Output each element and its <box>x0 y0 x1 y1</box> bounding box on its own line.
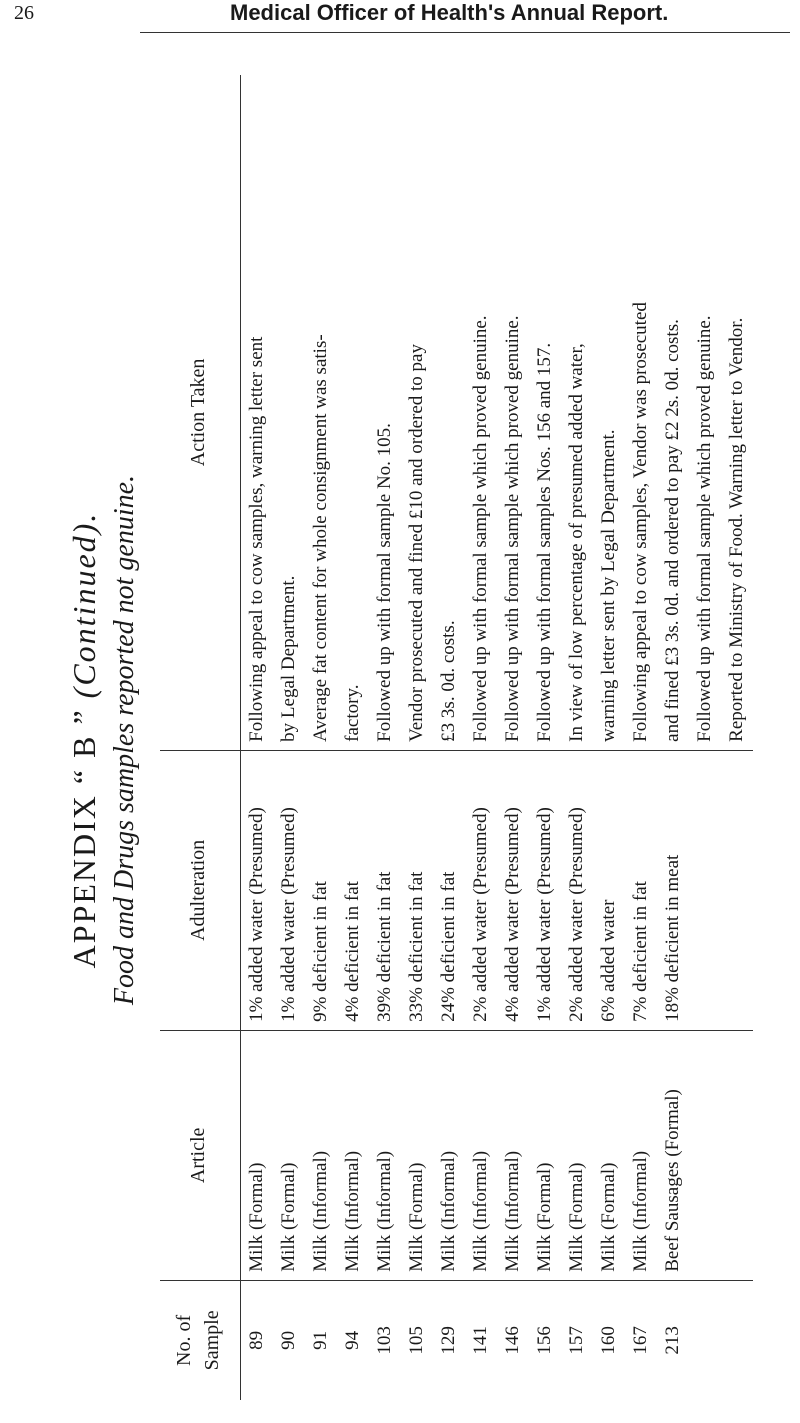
action-line: Following appeal to cow samples, Vendor was prosecuted <box>630 302 651 742</box>
action-line: Followed up with formal samples Nos. 156 and 157. <box>534 342 555 742</box>
header-action: Action Taken <box>160 75 241 750</box>
action-line: Vendor prosecuted and fined £10 and ordered to pay <box>406 344 427 742</box>
table-row <box>689 75 721 1400</box>
appendix-continued: (Continued). <box>66 511 102 699</box>
table-row <box>593 75 625 1400</box>
table-row <box>625 75 657 1400</box>
sample-number: 156 <box>529 1280 561 1400</box>
sample-article: Milk (Formal) <box>241 1030 274 1280</box>
action-line: £3 3s. 0d. costs. <box>438 620 459 742</box>
sample-number <box>689 1280 721 1400</box>
action-line: factory. <box>342 684 363 742</box>
header-article: Article <box>160 1030 241 1280</box>
sample-adulteration: 1% added water (Presumed) <box>273 750 305 1030</box>
sample-adulteration: 33% deficient in fat <box>401 750 433 1030</box>
sample-article: Milk (Informal) <box>337 1030 369 1280</box>
header-adulteration: Adulteration <box>160 750 241 1030</box>
sample-article: Milk (Formal) <box>561 1030 593 1280</box>
title-block <box>60 70 155 1410</box>
action-line: Followed up with formal sample which proved genuine. <box>470 315 491 742</box>
header-sample-no: No. of Sample <box>160 1280 241 1400</box>
table-row <box>241 75 274 1400</box>
samples-table <box>160 75 753 1400</box>
table-row <box>273 75 305 1400</box>
table-row <box>369 75 401 1400</box>
appendix-subtitle: Food and Drugs samples reported not genuine. <box>109 474 140 1006</box>
sample-article: Milk (Informal) <box>465 1030 497 1280</box>
sample-article: Milk (Informal) <box>369 1030 401 1280</box>
running-head: Medical Officer of Health's Annual Report. <box>230 0 669 25</box>
appendix-title <box>66 70 103 1410</box>
action-line: by Legal Department. <box>278 575 299 742</box>
sample-article <box>721 1030 753 1280</box>
action-line: Reported to Ministry of Food. Warning letter to Vendor. <box>726 317 747 742</box>
sample-number: 213 <box>657 1280 689 1400</box>
sample-number: 160 <box>593 1280 625 1400</box>
sample-number: 167 <box>625 1280 657 1400</box>
sample-adulteration: 4% deficient in fat <box>337 750 369 1030</box>
table-row <box>401 75 433 1400</box>
table-row <box>465 75 497 1400</box>
sample-article: Milk (Formal) <box>529 1030 561 1280</box>
sample-adulteration: 18% deficient in meat <box>657 750 689 1030</box>
table-row <box>657 75 689 1400</box>
table-row <box>337 75 369 1400</box>
sample-adulteration: 1% added water (Presumed) <box>529 750 561 1030</box>
sample-article <box>689 1030 721 1280</box>
table-row <box>529 75 561 1400</box>
page-number: 26 <box>14 2 34 24</box>
sample-number <box>721 1280 753 1400</box>
table-row <box>721 75 753 1400</box>
sample-article: Milk (Informal) <box>497 1030 529 1280</box>
table-row <box>305 75 337 1400</box>
table-body <box>241 75 754 1400</box>
sample-number: 91 <box>305 1280 337 1400</box>
action-line: Following appeal to cow samples, warning letter sent <box>246 336 267 742</box>
sample-adulteration: 6% added water <box>593 750 625 1030</box>
sample-adulteration <box>721 750 753 1030</box>
header-rule <box>140 32 790 33</box>
sample-article: Milk (Formal) <box>401 1030 433 1280</box>
sample-number: 94 <box>337 1280 369 1400</box>
action-line: Followed up with formal sample which proved genuine. <box>694 315 715 742</box>
sample-number: 89 <box>241 1280 274 1400</box>
sample-number: 90 <box>273 1280 305 1400</box>
sample-adulteration: 2% added water (Presumed) <box>465 750 497 1030</box>
action-line: Average fat content for whole consignment was satis- <box>310 334 331 742</box>
sample-number: 105 <box>401 1280 433 1400</box>
action-line: warning letter sent by Legal Department. <box>598 429 619 742</box>
sample-number: 103 <box>369 1280 401 1400</box>
sample-adulteration: 39% deficient in fat <box>369 750 401 1030</box>
action-line: and fined £3 3s. 0d. and ordered to pay £2 2s. 0d. costs. <box>662 319 683 742</box>
sample-adulteration: 7% deficient in fat <box>625 750 657 1030</box>
action-line: In view of low percentage of presumed added water, <box>566 343 587 742</box>
table-header-row <box>160 75 241 1400</box>
sample-adulteration: 1% added water (Presumed) <box>241 750 274 1030</box>
rotated-table-page <box>60 70 790 1410</box>
table-row <box>433 75 465 1400</box>
sample-article: Milk (Informal) <box>625 1030 657 1280</box>
sample-adulteration: 24% deficient in fat <box>433 750 465 1030</box>
sample-number: 141 <box>465 1280 497 1400</box>
sample-adulteration: 4% added water (Presumed) <box>497 750 529 1030</box>
sample-article: Milk (Informal) <box>433 1030 465 1280</box>
sample-article: Milk (Formal) <box>273 1030 305 1280</box>
sample-article: Beef Sausages (Formal) <box>657 1030 689 1280</box>
table-row <box>561 75 593 1400</box>
table-row <box>497 75 529 1400</box>
sample-number: 129 <box>433 1280 465 1400</box>
appendix-title-text: APPENDIX “ B ” <box>66 708 102 969</box>
sample-number: 157 <box>561 1280 593 1400</box>
sample-article: Milk (Informal) <box>305 1030 337 1280</box>
sample-adulteration: 9% deficient in fat <box>305 750 337 1030</box>
sample-adulteration <box>689 750 721 1030</box>
sample-adulteration: 2% added water (Presumed) <box>561 750 593 1030</box>
sample-number: 146 <box>497 1280 529 1400</box>
action-line: Followed up with formal sample No. 105. <box>374 423 395 742</box>
action-line: Followed up with formal sample which proved genuine. <box>502 315 523 742</box>
sample-article: Milk (Formal) <box>593 1030 625 1280</box>
